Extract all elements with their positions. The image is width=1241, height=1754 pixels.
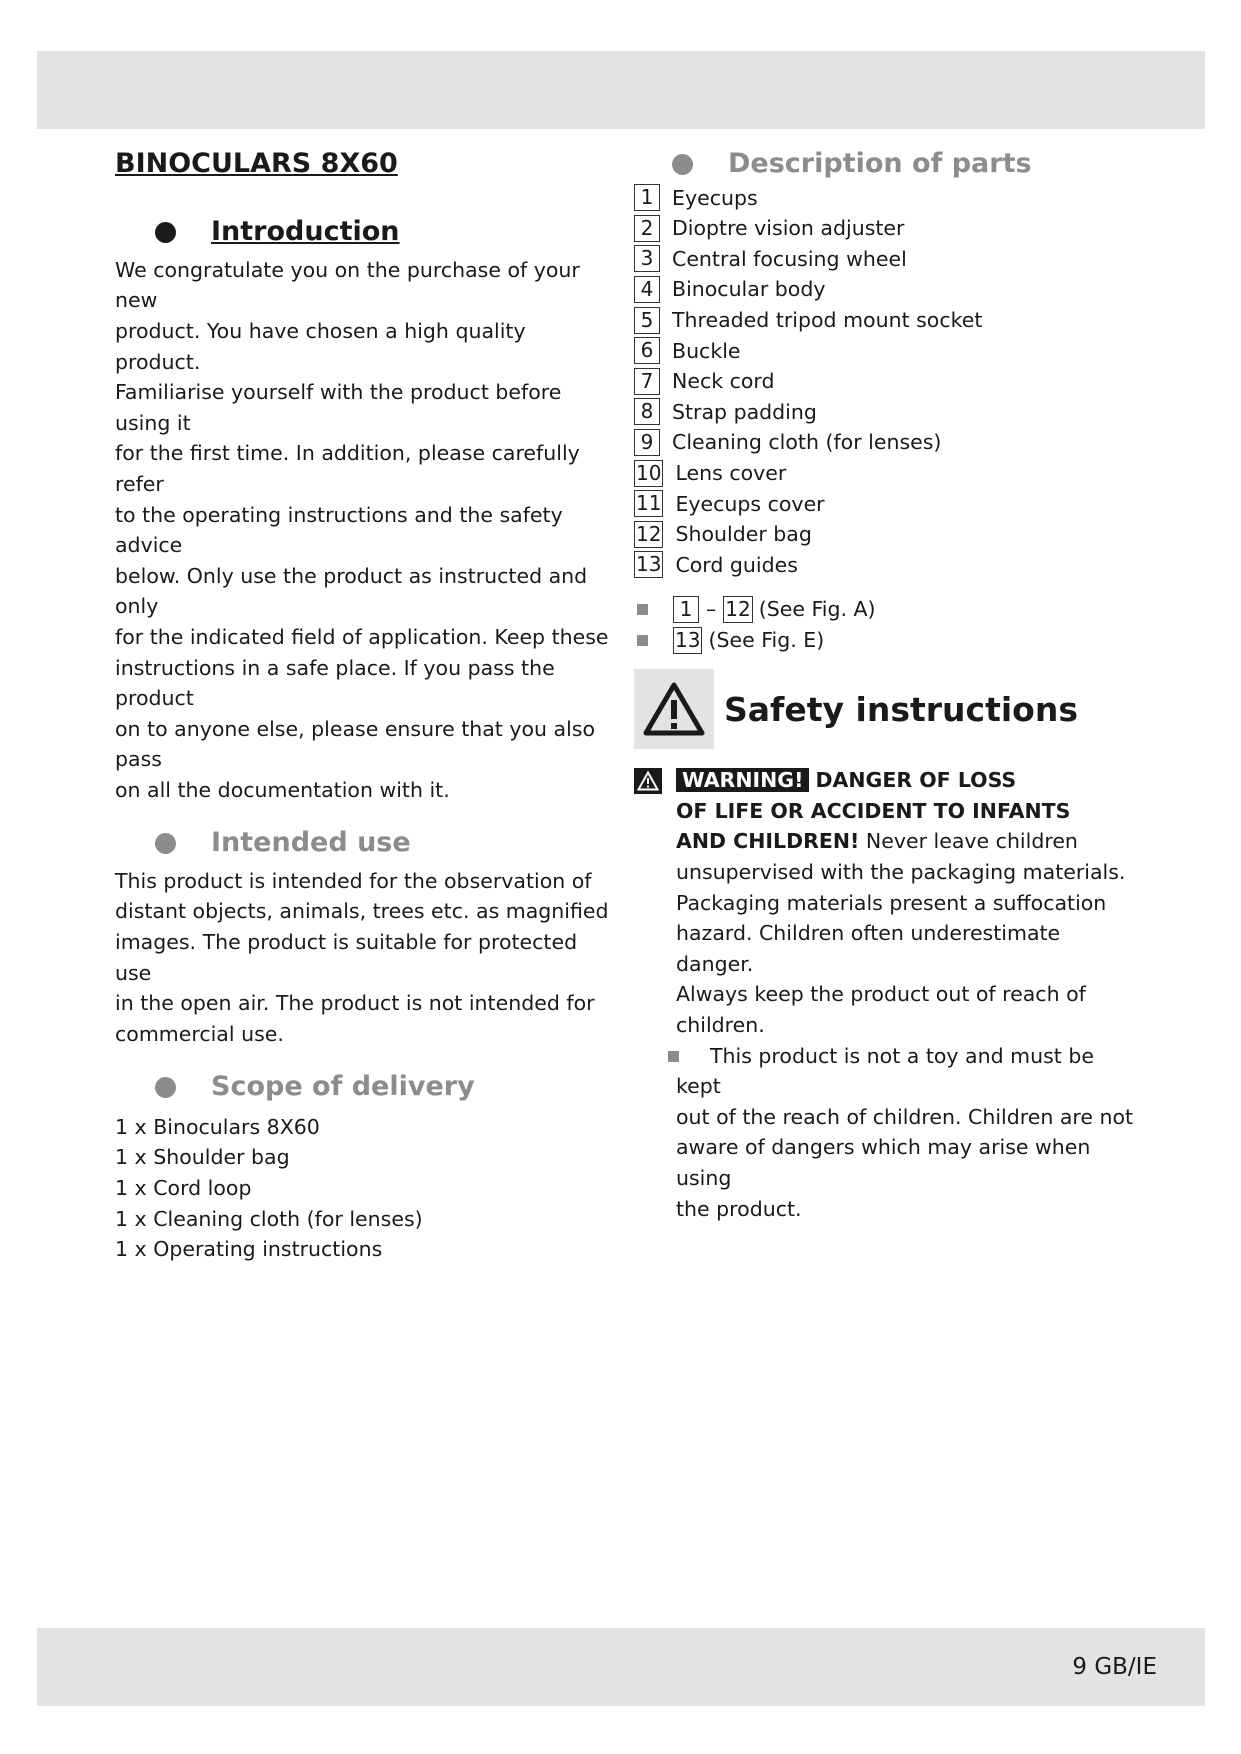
bullet-dot-icon bbox=[155, 833, 176, 854]
list-item: 3 Central focusing wheel bbox=[634, 244, 1134, 275]
list-item: 12 Shoulder bag bbox=[636, 521, 812, 547]
warning-badge: WARNING! bbox=[676, 768, 809, 792]
safety-bullet: This product is not a toy and must be kept out of the reach of children. Children are not aware of dangers which may arise when using the product. bbox=[634, 1041, 1134, 1225]
warning-triangle-icon bbox=[634, 669, 714, 749]
list-item: 13 Cord guides bbox=[636, 552, 798, 577]
header-band bbox=[37, 51, 1205, 129]
square-bullet-icon bbox=[637, 604, 648, 615]
list-item: 1 Eyecups bbox=[634, 182, 1134, 213]
list-item: 1 x Cord loop bbox=[115, 1176, 252, 1200]
bullet-dot-icon bbox=[672, 154, 693, 175]
list-item: 5 Threaded tripod mount socket bbox=[634, 305, 1134, 336]
page-number: 9 GB/IE bbox=[1072, 1654, 1157, 1680]
list-item: 11 Eyecups cover bbox=[636, 491, 825, 516]
parts-list bbox=[634, 182, 1134, 580]
left-column bbox=[115, 140, 615, 1265]
list-item: 9 Cleaning cloth (for lenses) bbox=[634, 427, 1134, 458]
introduction-heading: Introduction bbox=[115, 216, 615, 248]
bullet-dot-icon bbox=[155, 1077, 176, 1098]
footer-band bbox=[37, 1628, 1205, 1706]
bullet-dot-icon bbox=[155, 222, 176, 243]
introduction-text: We congratulate you on the purchase of your new product. You have chosen a high quality product. Familiarise yourself with the product before using it for the first time. In addition, please carefully refer to the operating instructions and the safety advice below. Only use the product as instructed and only for the indicated field of application. Keep these instructions in a safe place. If you pass the product on to anyone else, please ensure that you also pass on all the documentation with it. bbox=[115, 257, 609, 802]
list-item: 8 Strap padding bbox=[634, 397, 1134, 428]
figure-reference-list bbox=[634, 594, 1134, 655]
list-item: 1 – 12 (See Fig. A) bbox=[634, 594, 1134, 625]
list-item: 7 Neck cord bbox=[634, 366, 1134, 397]
warning-block: WARNING! DANGER OF LOSS OF LIFE OR ACCIDENT TO INFANTS AND CHILDREN! Never leave children unsupervised with the packaging materials. Packaging materials present a suffocation hazard. Children often underestimate danger. Always keep the product out of reach of children. bbox=[634, 765, 1134, 1040]
square-bullet-icon bbox=[637, 635, 648, 646]
intended-use-heading: Intended use bbox=[115, 827, 615, 859]
list-item: 13 (See Fig. E) bbox=[634, 625, 1134, 656]
description-of-parts-heading: Description of parts bbox=[634, 148, 1134, 180]
list-item: 1 x Shoulder bag bbox=[115, 1145, 290, 1170]
document-title: BINOCULARS 8X60 bbox=[115, 148, 398, 179]
list-item: 1 x Operating instructions bbox=[115, 1237, 383, 1262]
scope-of-delivery-heading: Scope of delivery bbox=[115, 1071, 615, 1103]
intended-use-text: This product is intended for the observation of distant objects, animals, trees etc. as magnified images. The product is suitable for protected use in the open air. The product is not intended for commercial use. bbox=[115, 868, 609, 1046]
list-item: 1 x Cleaning cloth (for lenses) bbox=[115, 1206, 423, 1231]
square-bullet-icon bbox=[668, 1051, 679, 1062]
right-column bbox=[634, 140, 1134, 1224]
list-item: 1 x Binoculars 8X60 bbox=[115, 1114, 320, 1139]
safety-instructions-heading: Safety instructions bbox=[634, 669, 1134, 749]
list-item: 2 Dioptre vision adjuster bbox=[634, 213, 1134, 244]
list-item: 10 Lens cover bbox=[636, 460, 787, 486]
scope-of-delivery-list bbox=[115, 1112, 615, 1265]
list-item: 4 Binocular body bbox=[634, 274, 1134, 305]
warning-triangle-icon bbox=[634, 768, 662, 794]
list-item: 6 Buckle bbox=[634, 335, 1134, 366]
